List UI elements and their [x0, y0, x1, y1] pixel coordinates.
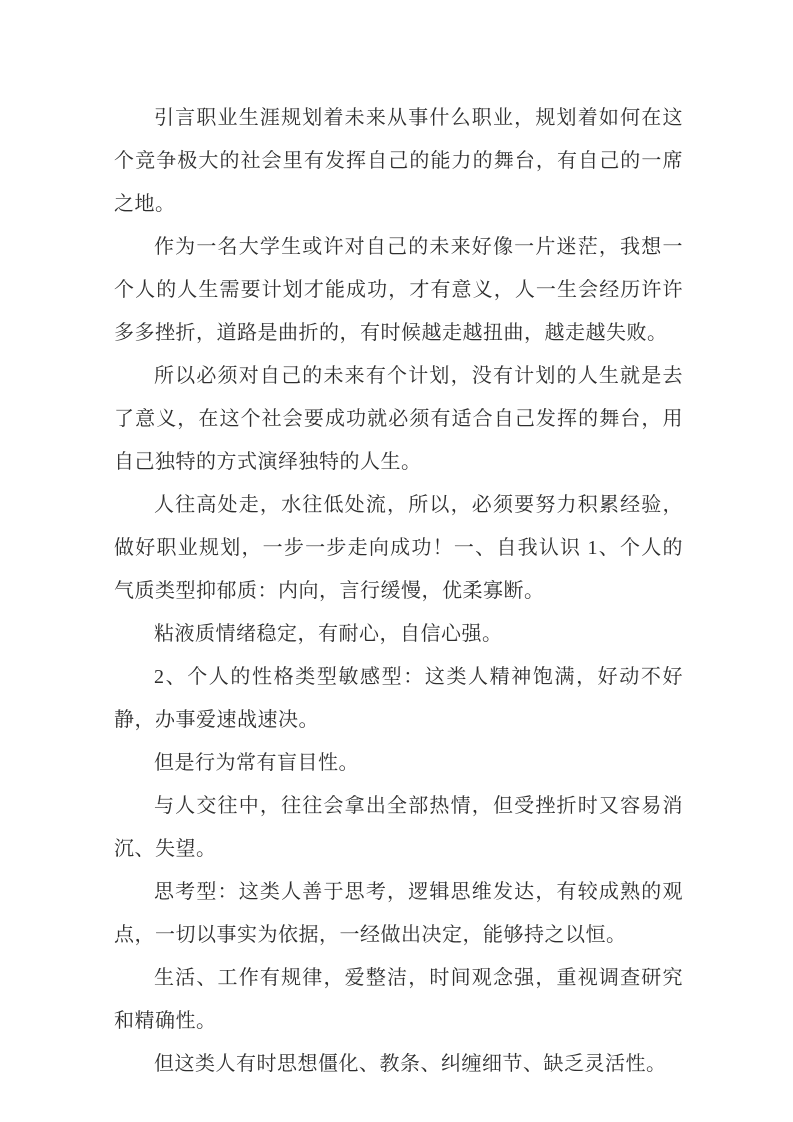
- paragraph: 作为一名大学生或许对自己的未来好像一片迷茫，我想一个人的人生需要计划才能成功，才有意义，人一生会经历许许多多挫折，道路是曲折的，有时候越走越扭曲，越走越失败。: [114, 236, 683, 344]
- paragraph: 人往高处走，水往低处流，所以，必须要努力积累经验，做好职业规划，一步一步走向成功！一、自我认识 1、个人的气质类型抑郁质：内向，言行缓慢，优柔寡断。: [114, 494, 683, 602]
- paragraph: 但是行为常有盲目性。: [154, 752, 359, 774]
- paragraph: 但这类人有时思想僵化、教条、纠缠细节、缺乏灵活性。: [154, 1053, 667, 1075]
- paragraph: 引言职业生涯规划着未来从事什么职业，规划着如何在这个竞争极大的社会里有发挥自己的能力的舞台，有自己的一席之地。: [114, 107, 683, 215]
- paragraph: 2、个人的性格类型敏感型：这类人精神饱满，好动不好静，办事爱速战速决。: [114, 666, 683, 731]
- paragraph: 生活、工作有规律，爱整洁，时间观念强，重视调查研究和精确性。: [114, 967, 683, 1032]
- paragraph: 思考型：这类人善于思考，逻辑思维发达，有较成熟的观点，一切以事实为依据，一经做出决定，能够持之以恒。: [114, 881, 683, 946]
- paragraph: 与人交往中，往往会拿出全部热情，但受挫折时又容易消沉、失望。: [114, 795, 683, 860]
- paragraph: 粘液质情绪稳定，有耐心，自信心强。: [154, 623, 503, 645]
- paragraph: 所以必须对自己的未来有个计划，没有计划的人生就是去了意义，在这个社会要成功就必须有适合自己发挥的舞台，用自己独特的方式演绎独特的人生。: [114, 365, 683, 473]
